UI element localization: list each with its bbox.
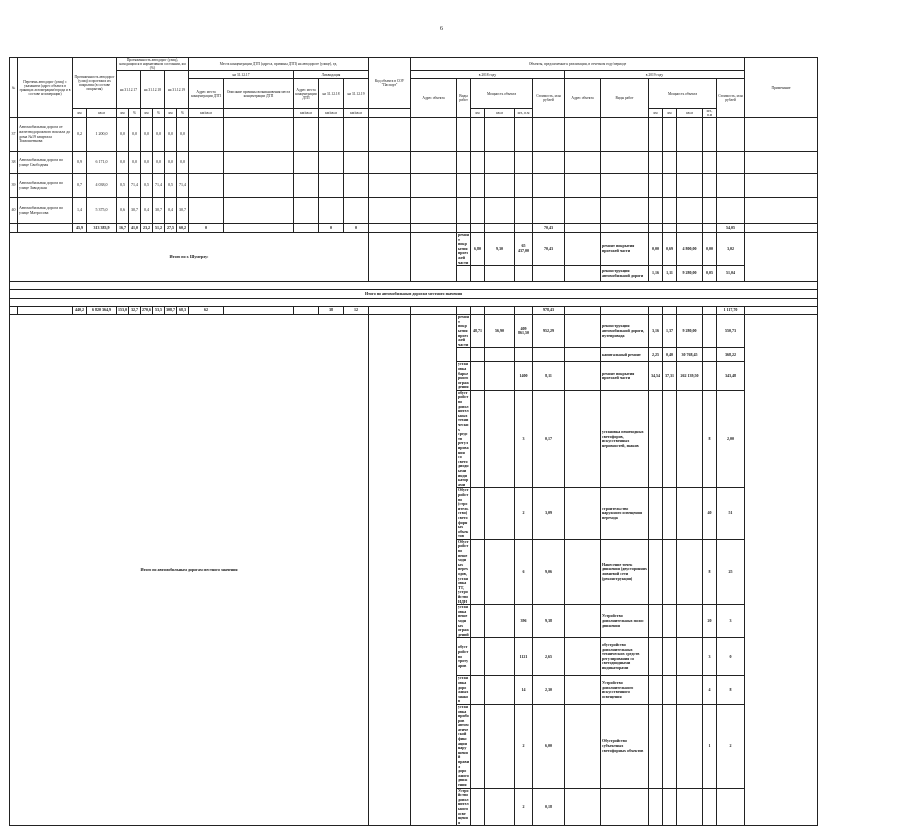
table-row: 40 Автомобильная дорога по улице Матросова 1,4 5 375,0 0,6 30,7 0,4 30,7 0,4 30,7 <box>10 198 818 224</box>
road-rows <box>10 118 818 315</box>
col-elim-addr: Адрес места концентрации ДТП <box>294 79 319 109</box>
grand-total-label: Итого по автомобильным дорогам местного значения <box>10 315 369 826</box>
grand-works-row: обустройство дополнительных технических средств регулирования со светодиодными индикаторами 3 0,17 установка пешеходных светофоров, искусственных неровностей, знаков 8 2,00 <box>10 390 818 487</box>
col-capacity-2019: Мощность объекта <box>649 79 717 109</box>
col-code: Код объекта в СОУ "Паспорт" <box>369 58 411 109</box>
grand-works <box>10 315 818 826</box>
table-header: № Перечень автодорог (улиц) с указанием (адрес объекта в границах агломерации/города и в составе агломерации) Протяженность автодорог (улиц) и проезжих их покрытия (в составе покрытия) Протяженность автодорог (улиц), находящихся в нормативном состоянии, км (%) Места концентрации ДТП (адреса, причины ДТП) на автодороге (улице), ед. Код объекта в СОУ "Паспорт" Объекты, предлагаемые к реализации, в отчетном году/периоде Примечание на 31.12.17 на 31.12.18 на 31.12.19 на 31.12.17 Ликвидация в 2018 году в 2019 году Адрес места концентрации ДТП Описание причины возникновения места концентрации ДТП Адрес места концентрации ДТП на 31.12.18 на 31.12.19 Адрес объекта Виды работ Мощность объекта Стоимость, млн рублей Адрес объекта Виды работ Мощность объекта Стоимость, млн рублей км кв.м км % км % км % км/кв.м км/кв.м км/кв.м км/кв.м км кв.м шт., п.м км км кв.м шт., п.м <box>10 58 818 118</box>
town-works-row: реконструкция автомобильной дороги 1,16 1,11 9 280,00 0,05 51,04 <box>10 266 818 282</box>
town-total-label: Итого по г. Шумерлу: <box>10 233 369 282</box>
table-row: 37 Автомобильная дорога от железнодорожного вокзала до дома №19 квартала Тимошенкова 0,2 1 200,0 0,0 0,0 0,0 0,0 0,0 0,0 <box>10 118 818 152</box>
col-2018: в 2018 году <box>411 71 565 79</box>
grand-works-row: Устройство дополнительного освещения 2 0,18 <box>10 788 818 826</box>
table-row: 39 Автомобильная дорога по улице Заводская 0,7 4 038,0 0,5 71,4 0,5 71,4 0,5 71,4 <box>10 174 818 198</box>
grand-works-row: установка приборов автоматической фиксации нарушений правил дорожного движения 2 6,00 Обустройство субъектных светофорных объектов 1 2 <box>10 704 818 788</box>
col-works: Объекты, предлагаемые к реализации, в отчетном году/периоде <box>411 58 745 71</box>
col-dtp-addr: Адрес места концентрации ДТП <box>189 79 224 109</box>
col-length: Протяженность автодорог (улиц) и проезжих их покрытия (в составе покрытия) <box>73 58 117 109</box>
col-d2: на 31.12.18 <box>141 71 165 109</box>
section-title: Итого по автомобильным дорогам местного значения <box>10 290 818 299</box>
col-work-type: Виды работ <box>457 79 471 118</box>
col-elim: Ликвидация <box>294 71 369 79</box>
col-obj-addr-2019: Адрес объекта <box>565 79 601 118</box>
spacer-row <box>10 299 818 307</box>
col-road: Перечень автодорог (улиц) с указанием (адрес объекта в границах агломерации/города и в составе агломерации) <box>18 58 73 118</box>
col-2019: в 2019 году <box>565 71 745 79</box>
grand-works-row: установка дорожных знаков 14 2,30 Устройство дополнительного искусственного освещения 4 8 <box>10 676 818 705</box>
table-row: 38 Автомобильная дорога по улице Свободная 0,9 6 171,0 0,0 0,0 0,0 0,0 0,0 0,0 <box>10 152 818 174</box>
grand-total-row: 440,2 6 820 364,9 153,0 32,7 270,6 53,5 308,7 68,3 62 38 12 978,43 1 117,70 <box>10 307 818 315</box>
col-dtp: Места концентрации ДТП (адреса, причины ДТП) на автодороге (улице), ед. <box>189 58 369 71</box>
road-works-table <box>9 57 818 826</box>
road-table-wrapper <box>9 57 818 826</box>
col-note: Примечание <box>745 58 818 118</box>
col-capacity: Мощность объекта <box>471 79 533 109</box>
subtotal-row: 45,9 313 383,9 16,7 41,0 23,2 51,2 27,5 60,2 0 0 0 70,43 54,05 <box>10 224 818 233</box>
town-works-row: Итого по г. Шумерлу: ремонт покрытия проезжей части 6,80 9,30 65 437,00 70,43 ремонт покрытия проезжей части 0,00 0,69 4 800,00 0,00 3,02 <box>10 233 818 266</box>
grand-works-row: Обустройство (строительство) светофорных объектов 2 3,09 строительство наружного освещения перехода 40 51 <box>10 488 818 540</box>
grand-works-row: установка барьерного ограждения 1400 8,11 ремонт покрытия проезжей части 34,54 37,31 262 139,50 343,48 <box>10 362 818 391</box>
col-dtp-date: на 31.12.17 <box>189 71 294 79</box>
col-cost-2019: Стоимость, млн рублей <box>717 79 745 118</box>
col-d1: на 31.12.17 <box>117 71 141 109</box>
grand-works-row: обустройство тротуаров 1121 2,65 обустройство дополнительных технических средств регулирования со светодиодными индикаторами 3 0 <box>10 638 818 676</box>
col-elim-d2: на 31.12.19 <box>344 79 369 109</box>
col-d3: на 31.12.19 <box>165 71 189 109</box>
grand-works-row: капитальный ремонт 2,25 0,40 30 768,45 368,22 <box>10 348 818 362</box>
col-no: № <box>10 58 18 118</box>
grand-works-row: Обустройство пешеходных переходов, установка ТТ, устройство ИДН 6 9,06 Нанесение точек движения (двусторонних ливневой сети (реконструкция) 8 25 <box>10 539 818 604</box>
col-condition: Протяженность автодорог (улиц), находящихся в нормативном состоянии, км (%) <box>117 58 189 71</box>
col-obj-addr: Адрес объекта <box>411 79 457 118</box>
spacer-row <box>10 282 818 290</box>
grand-works-row: Итого по автомобильным дорогам местного значения ремонт покрытия проезжей части 48,71 56,90 409 861,50 952,29 реконструкция автомобильной дороги, путепровода 3,16 1,37 9 280,00 550,73 <box>10 315 818 348</box>
section-title-row <box>10 290 818 299</box>
page-number: 6 <box>440 26 443 32</box>
col-work-type-2019: Виды работ <box>601 79 649 118</box>
col-dtp-reason: Описание причины возникновения места концентрации ДТП <box>224 79 294 109</box>
col-elim-d1: на 31.12.18 <box>319 79 344 109</box>
col-cost: Стоимость, млн рублей <box>533 79 565 118</box>
grand-works-row: установка пешеходных ограждений 396 9,38 Устройство дополнительных полос движения 20 3 <box>10 605 818 638</box>
